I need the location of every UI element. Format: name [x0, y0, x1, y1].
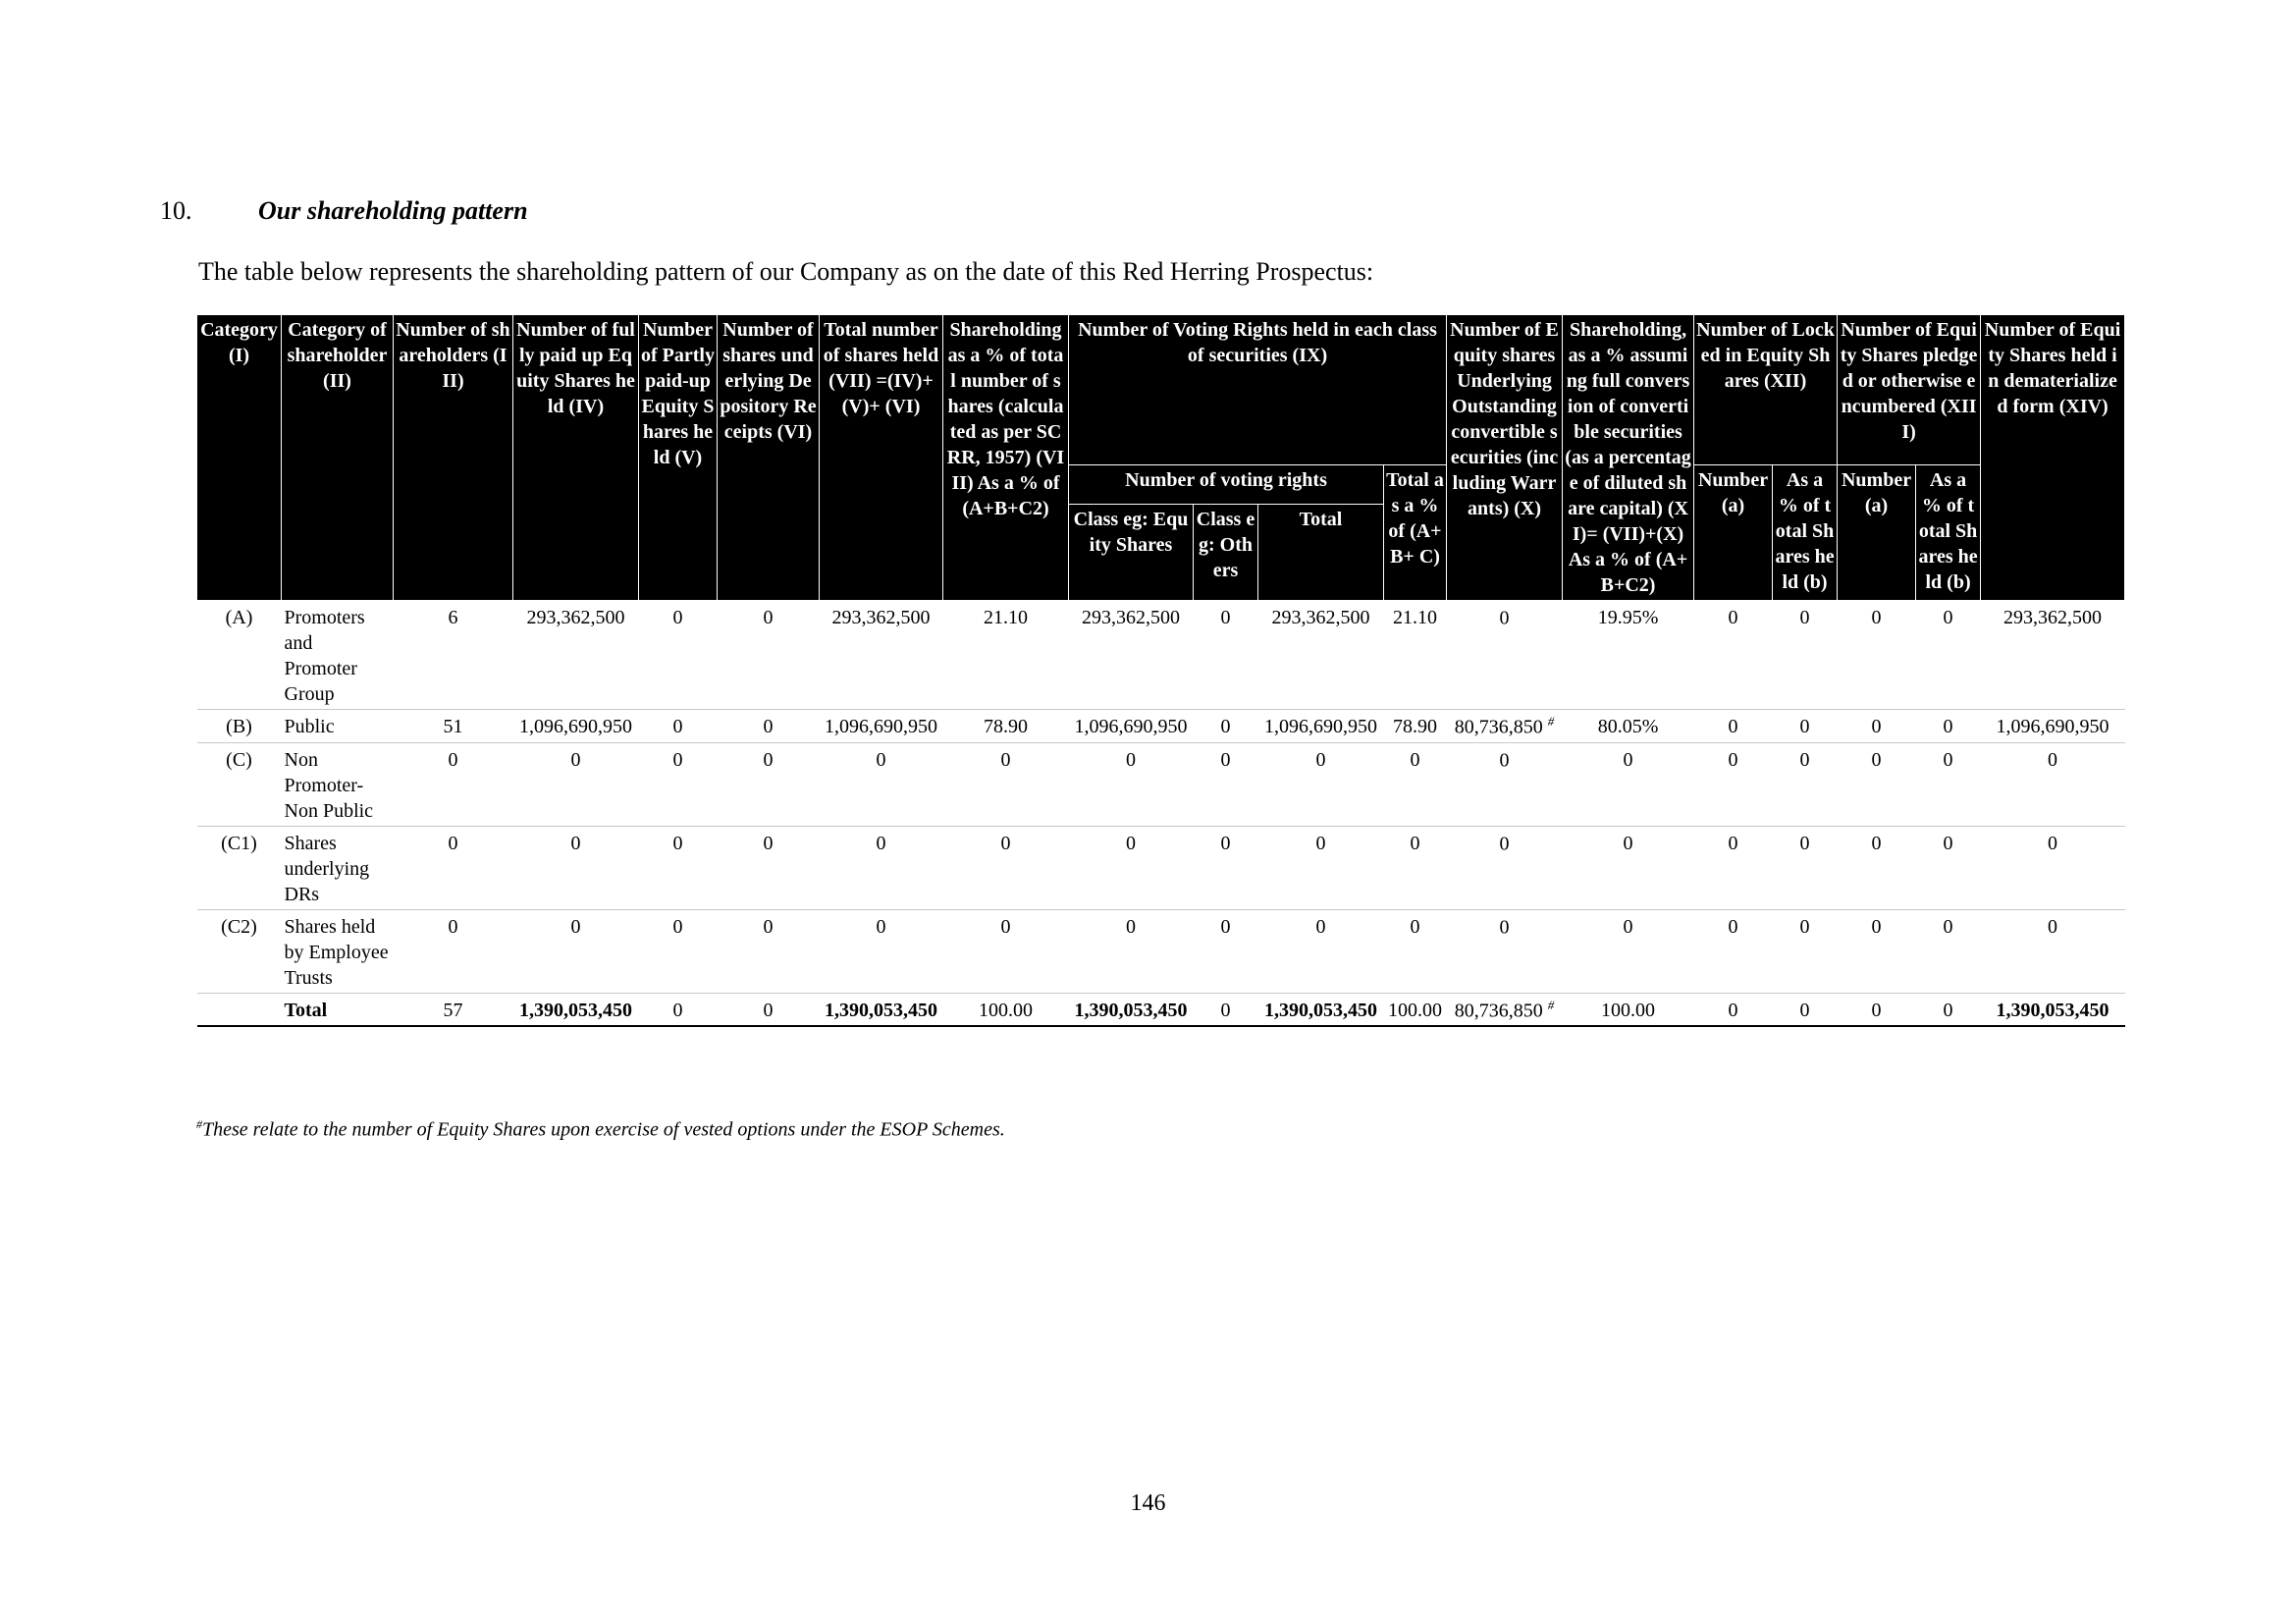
cell-fully-paid-value: 293,362,500	[526, 607, 625, 628]
cell-pledge-pct	[1916, 826, 1981, 909]
footnote	[196, 1117, 1005, 1142]
cell-lock-num-value: 0	[1728, 748, 1738, 771]
cell-class-eq-value: 0	[1126, 748, 1136, 771]
cell-partly-paid-value: 0	[672, 607, 683, 628]
cell-dr	[718, 742, 820, 826]
cell-class-eq-value: 1,390,053,450	[1074, 999, 1188, 1021]
cell-holders-value: 57	[443, 999, 463, 1021]
cell-fully-paid	[513, 742, 639, 826]
cell-vr-pct	[1384, 742, 1447, 826]
col-header-shareholding-pct: Shareholding as a % of total number of shares (calculated as per SCRR, 1957) (VIII) As a % of (A+B+C2)	[943, 315, 1069, 601]
cell-holders-value: 0	[448, 915, 458, 938]
col-header-voting-rights-sub: Number of voting rights	[1069, 465, 1384, 505]
cell-pct	[943, 710, 1069, 743]
cell-pct-value: 0	[1000, 832, 1011, 854]
cell-total-value: 0	[876, 832, 886, 854]
cell-total	[820, 993, 943, 1026]
table-total-row	[197, 993, 2125, 1026]
cell-fully-paid	[513, 710, 639, 743]
cell-pledge-num	[1838, 909, 1916, 993]
table-row	[197, 742, 2125, 826]
cell-fully-paid	[513, 909, 639, 993]
col-header-locked-number: Number (a)	[1694, 465, 1773, 601]
cell-name	[282, 909, 394, 993]
cell-vr-pct	[1384, 601, 1447, 710]
cell-conv	[1447, 909, 1563, 993]
table-row	[197, 909, 2125, 993]
cell-lock-pct-value: 0	[1799, 607, 1810, 628]
cell-name-value: Public	[284, 716, 335, 737]
cell-partly-paid	[639, 909, 718, 993]
cell-vr-pct	[1384, 909, 1447, 993]
cell-vr-total	[1258, 742, 1384, 826]
cell-vr-total	[1258, 826, 1384, 909]
cell-total	[820, 601, 943, 710]
cell-dr	[718, 601, 820, 710]
cell-demat	[1981, 710, 2125, 743]
cell-class-eq-value: 0	[1126, 832, 1136, 854]
col-header-convertible: Number of Equity shares Underlying Outstanding convertible securities (including Warrants) (X)	[1447, 315, 1563, 601]
cell-class-oth-value: 0	[1220, 832, 1231, 854]
cell-demat-value: 293,362,500	[2003, 607, 2103, 628]
col-header-depository-receipts: Number of shares underlying Depository Receipts (VI)	[718, 315, 820, 601]
cell-lock-pct	[1773, 710, 1838, 743]
cell-assuming	[1563, 710, 1694, 743]
cell-pct	[943, 601, 1069, 710]
cell-assuming	[1563, 826, 1694, 909]
cell-class-eq	[1069, 710, 1194, 743]
cell-lock-num	[1694, 826, 1773, 909]
cell-fully-paid	[513, 826, 639, 909]
table-row	[197, 826, 2125, 909]
cell-fully-paid-value: 0	[570, 832, 581, 854]
cell-lock-num-value: 0	[1728, 915, 1738, 938]
footnote-text: These relate to the number of Equity Shares upon exercise of vested options under the ESOP Schemes.	[202, 1118, 1005, 1141]
cell-assuming-value: 0	[1623, 748, 1633, 771]
cell-code	[197, 993, 282, 1026]
cell-pledge-num	[1838, 826, 1916, 909]
col-header-total-pct: Total as a % of (A+B+ C)	[1384, 465, 1447, 601]
cell-fully-paid	[513, 601, 639, 710]
cell-pledge-num-value: 0	[1871, 607, 1882, 628]
cell-partly-paid	[639, 826, 718, 909]
cell-pledge-pct-value: 0	[1943, 832, 1953, 854]
cell-code	[197, 601, 282, 710]
cell-conv-value: 0	[1499, 607, 1510, 629]
cell-dr	[718, 710, 820, 743]
cell-class-oth	[1194, 601, 1258, 710]
cell-vr-pct	[1384, 826, 1447, 909]
cell-dr-value: 0	[763, 832, 774, 854]
cell-pledge-pct-value: 0	[1943, 748, 1953, 771]
cell-vr-total-value: 0	[1315, 832, 1326, 854]
col-header-category: Category (I)	[197, 315, 282, 601]
cell-pledge-num-value: 0	[1871, 748, 1882, 771]
cell-vr-total	[1258, 601, 1384, 710]
cell-pledge-pct	[1916, 909, 1981, 993]
cell-pct-value: 100.00	[979, 999, 1033, 1021]
cell-pledge-num	[1838, 601, 1916, 710]
cell-vr-pct-value: 0	[1410, 748, 1420, 771]
cell-class-eq-value: 0	[1126, 915, 1136, 938]
cell-holders	[394, 826, 513, 909]
cell-pct-value: 78.90	[984, 716, 1028, 737]
table-row	[197, 710, 2125, 743]
cell-class-oth	[1194, 710, 1258, 743]
cell-dr-value: 0	[763, 999, 774, 1021]
cell-holders	[394, 909, 513, 993]
cell-fully-paid-value: 1,390,053,450	[519, 999, 632, 1021]
cell-lock-num-value: 0	[1728, 832, 1738, 854]
col-header-class-equity: Class eg: Equity Shares	[1069, 504, 1194, 600]
cell-total	[820, 909, 943, 993]
cell-partly-paid-value: 0	[672, 716, 683, 737]
cell-partly-paid-value: 0	[672, 748, 683, 771]
cell-class-eq	[1069, 909, 1194, 993]
cell-name-value: Shares held by Employee Trusts	[284, 915, 389, 989]
cell-assuming	[1563, 742, 1694, 826]
cell-dr-value: 0	[763, 716, 774, 737]
cell-fully-paid-value: 1,096,690,950	[519, 716, 632, 737]
cell-code-value: (C2)	[221, 915, 257, 938]
cell-partly-paid	[639, 993, 718, 1026]
cell-total-value: 1,390,053,450	[825, 999, 937, 1021]
cell-vr-pct-value: 78.90	[1393, 716, 1438, 737]
cell-total-value: 0	[876, 915, 886, 938]
cell-vr-pct	[1384, 710, 1447, 743]
cell-partly-paid	[639, 601, 718, 710]
cell-lock-pct-value: 0	[1799, 832, 1810, 854]
cell-lock-pct	[1773, 909, 1838, 993]
cell-pledge-pct	[1916, 601, 1981, 710]
cell-conv-value: 0	[1499, 916, 1510, 939]
cell-pledge-num-value: 0	[1871, 915, 1882, 938]
cell-class-oth-value: 0	[1220, 915, 1231, 938]
cell-vr-total-value: 1,096,690,950	[1264, 716, 1377, 737]
cell-holders	[394, 601, 513, 710]
cell-code	[197, 742, 282, 826]
col-header-locked-in: Number of Locked in Equity Shares (XII)	[1694, 315, 1838, 465]
col-header-pledged: Number of Equity Shares pledged or otherwise encumbered (XIII)	[1838, 315, 1981, 465]
cell-conv-footnote-mark: #	[1547, 714, 1555, 729]
cell-conv-value: 80,736,850	[1454, 716, 1543, 738]
cell-vr-total	[1258, 710, 1384, 743]
cell-partly-paid	[639, 742, 718, 826]
intro-paragraph: The table below represents the shareholding pattern of our Company as on the date of this Red Herring Prospectus:	[198, 257, 1374, 286]
cell-vr-pct-value: 100.00	[1388, 999, 1443, 1021]
cell-pct-value: 0	[1000, 748, 1011, 771]
cell-name-value: Promoters and Promoter Group	[284, 607, 365, 705]
cell-fully-paid-value: 0	[570, 748, 581, 771]
cell-name-value: Shares underlying DRs	[284, 832, 370, 905]
cell-pledge-pct-value: 0	[1943, 915, 1953, 938]
cell-class-eq	[1069, 742, 1194, 826]
cell-name	[282, 742, 394, 826]
cell-conv	[1447, 742, 1563, 826]
cell-class-eq	[1069, 826, 1194, 909]
cell-assuming-value: 19.95%	[1597, 607, 1659, 628]
cell-total-value: 1,096,690,950	[825, 716, 937, 737]
cell-dr	[718, 993, 820, 1026]
cell-pct	[943, 826, 1069, 909]
cell-lock-num-value: 0	[1728, 716, 1738, 737]
cell-name	[282, 993, 394, 1026]
cell-pledge-num	[1838, 993, 1916, 1026]
cell-code-value: (A)	[225, 607, 253, 628]
shareholding-table	[196, 314, 2125, 1027]
section-heading	[160, 196, 528, 226]
cell-code	[197, 909, 282, 993]
cell-dr	[718, 826, 820, 909]
section-number: 10.	[160, 196, 192, 225]
table-header	[197, 315, 2125, 601]
page-number: 146	[1130, 1490, 1166, 1516]
cell-pledge-pct	[1916, 993, 1981, 1026]
cell-conv	[1447, 826, 1563, 909]
cell-pledge-pct	[1916, 742, 1981, 826]
cell-partly-paid-value: 0	[672, 999, 683, 1021]
cell-demat-value: 0	[2048, 748, 2058, 771]
cell-conv	[1447, 601, 1563, 710]
cell-dr-value: 0	[763, 915, 774, 938]
cell-demat-value: 0	[2048, 832, 2058, 854]
col-header-pledged-pct: As a % of total Shares held (b)	[1916, 465, 1981, 601]
cell-total	[820, 742, 943, 826]
cell-total	[820, 826, 943, 909]
cell-code	[197, 826, 282, 909]
cell-pledge-num	[1838, 710, 1916, 743]
cell-lock-pct	[1773, 993, 1838, 1026]
col-header-shareholding-assuming: Shareholding, as a % assuming full conversion of convertible securities (as a percentage of diluted share capital) (XI)= (VII)+(X) As a % of (A+B+C2)	[1563, 315, 1694, 601]
cell-pct-value: 0	[1000, 915, 1011, 938]
cell-pledge-num	[1838, 742, 1916, 826]
cell-class-oth	[1194, 742, 1258, 826]
cell-lock-pct-value: 0	[1799, 748, 1810, 771]
cell-lock-num	[1694, 601, 1773, 710]
cell-vr-pct-value: 21.10	[1393, 607, 1438, 628]
col-header-demat: Number of Equity Shares held in dematerialized form (XIV)	[1981, 315, 2125, 601]
cell-demat-value: 0	[2048, 915, 2058, 938]
cell-holders	[394, 710, 513, 743]
col-header-fully-paid: Number of fully paid up Equity Shares held (IV)	[513, 315, 639, 601]
cell-demat-value: 1,390,053,450	[1996, 999, 2109, 1021]
cell-demat	[1981, 993, 2125, 1026]
cell-pct	[943, 993, 1069, 1026]
cell-assuming	[1563, 601, 1694, 710]
col-header-category-of-shareholder: Category of shareholder (II)	[282, 315, 394, 601]
cell-lock-num	[1694, 993, 1773, 1026]
cell-class-eq	[1069, 601, 1194, 710]
cell-conv-value: 0	[1499, 749, 1510, 772]
cell-partly-paid-value: 0	[672, 915, 683, 938]
cell-dr	[718, 909, 820, 993]
cell-vr-pct-value: 0	[1410, 915, 1420, 938]
cell-class-eq	[1069, 993, 1194, 1026]
cell-lock-pct-value: 0	[1799, 999, 1810, 1021]
cell-class-oth-value: 0	[1220, 716, 1231, 737]
cell-assuming-value: 0	[1623, 832, 1633, 854]
cell-dr-value: 0	[763, 607, 774, 628]
cell-fully-paid	[513, 993, 639, 1026]
cell-demat	[1981, 826, 2125, 909]
cell-vr-total-value: 0	[1315, 748, 1326, 771]
cell-code-value: (C)	[226, 748, 252, 771]
col-header-locked-pct: As a % of total Shares held (b)	[1773, 465, 1838, 601]
col-header-partly-paid: Number of Partly paid-up Equity Shares held (V)	[639, 315, 718, 601]
cell-partly-paid-value: 0	[672, 832, 683, 854]
cell-code-value: (B)	[226, 716, 252, 737]
cell-vr-total	[1258, 909, 1384, 993]
cell-total-value: 293,362,500	[831, 607, 931, 628]
cell-holders-value: 0	[448, 832, 458, 854]
cell-lock-pct-value: 0	[1799, 915, 1810, 938]
col-header-class-others: Class eg: Others	[1194, 504, 1258, 600]
cell-assuming-value: 0	[1623, 915, 1633, 938]
cell-class-oth	[1194, 909, 1258, 993]
cell-pledge-num-value: 0	[1871, 999, 1882, 1021]
col-header-vr-total: Total	[1258, 504, 1384, 600]
cell-holders	[394, 742, 513, 826]
cell-class-eq-value: 1,096,690,950	[1074, 716, 1188, 737]
cell-partly-paid	[639, 710, 718, 743]
cell-conv-value: 0	[1499, 833, 1510, 855]
cell-vr-total-value: 1,390,053,450	[1264, 999, 1377, 1021]
cell-total	[820, 710, 943, 743]
cell-class-eq-value: 293,362,500	[1082, 607, 1180, 628]
cell-lock-num-value: 0	[1728, 999, 1738, 1021]
cell-pledge-num-value: 0	[1871, 716, 1882, 737]
cell-vr-pct	[1384, 993, 1447, 1026]
cell-pledge-pct-value: 0	[1943, 607, 1953, 628]
cell-lock-num	[1694, 710, 1773, 743]
cell-demat	[1981, 742, 2125, 826]
cell-demat	[1981, 909, 2125, 993]
cell-name-value: Non Promoter-Non Public	[284, 748, 374, 822]
cell-lock-pct-value: 0	[1799, 716, 1810, 737]
cell-holders-value: 0	[448, 748, 458, 771]
cell-lock-num	[1694, 742, 1773, 826]
cell-dr-value: 0	[763, 748, 774, 771]
cell-lock-pct	[1773, 601, 1838, 710]
cell-class-oth	[1194, 993, 1258, 1026]
cell-pct-value: 21.10	[984, 607, 1028, 628]
cell-name	[282, 826, 394, 909]
cell-code-value: (C1)	[221, 832, 257, 854]
cell-pct	[943, 909, 1069, 993]
cell-pledge-pct-value: 0	[1943, 716, 1953, 737]
cell-holders-value: 6	[448, 607, 458, 628]
cell-name	[282, 601, 394, 710]
cell-lock-num	[1694, 909, 1773, 993]
table-row	[197, 601, 2125, 710]
section-title: Our shareholding pattern	[258, 196, 528, 225]
cell-assuming-value: 80.05%	[1597, 716, 1659, 737]
table-body	[197, 601, 2125, 1027]
cell-total-value: 0	[876, 748, 886, 771]
cell-conv-footnote-mark: #	[1547, 997, 1555, 1012]
cell-name-value: Total	[284, 999, 328, 1021]
shareholding-table-container	[196, 314, 2124, 1027]
cell-pledge-pct	[1916, 710, 1981, 743]
cell-vr-total-value: 0	[1315, 915, 1326, 938]
cell-assuming	[1563, 909, 1694, 993]
col-header-pledged-number: Number (a)	[1838, 465, 1916, 601]
cell-holders	[394, 993, 513, 1026]
cell-vr-pct-value: 0	[1410, 832, 1420, 854]
cell-class-oth	[1194, 826, 1258, 909]
col-header-total-shares: Total number of shares held (VII) =(IV)+(V)+ (VI)	[820, 315, 943, 601]
cell-pct	[943, 742, 1069, 826]
cell-fully-paid-value: 0	[570, 915, 581, 938]
col-header-voting-rights: Number of Voting Rights held in each class of securities (IX)	[1069, 315, 1447, 465]
cell-pledge-pct-value: 0	[1943, 999, 1953, 1021]
cell-code	[197, 710, 282, 743]
cell-holders-value: 51	[443, 716, 463, 737]
cell-conv	[1447, 993, 1563, 1026]
cell-demat-value: 1,096,690,950	[1996, 716, 2109, 737]
cell-assuming-value: 100.00	[1601, 999, 1656, 1021]
cell-conv	[1447, 710, 1563, 743]
col-header-num-shareholders: Number of shareholders (III)	[394, 315, 513, 601]
cell-vr-total	[1258, 993, 1384, 1026]
cell-pledge-num-value: 0	[1871, 832, 1882, 854]
cell-class-oth-value: 0	[1220, 607, 1231, 628]
cell-class-oth-value: 0	[1220, 748, 1231, 771]
cell-conv-value: 80,736,850	[1454, 1000, 1543, 1022]
cell-class-oth-value: 0	[1220, 999, 1231, 1021]
cell-vr-total-value: 293,362,500	[1271, 607, 1370, 628]
cell-lock-num-value: 0	[1728, 607, 1738, 628]
cell-demat	[1981, 601, 2125, 710]
cell-assuming	[1563, 993, 1694, 1026]
footnote-mark: #	[196, 1117, 202, 1131]
cell-name	[282, 710, 394, 743]
cell-lock-pct	[1773, 742, 1838, 826]
cell-lock-pct	[1773, 826, 1838, 909]
